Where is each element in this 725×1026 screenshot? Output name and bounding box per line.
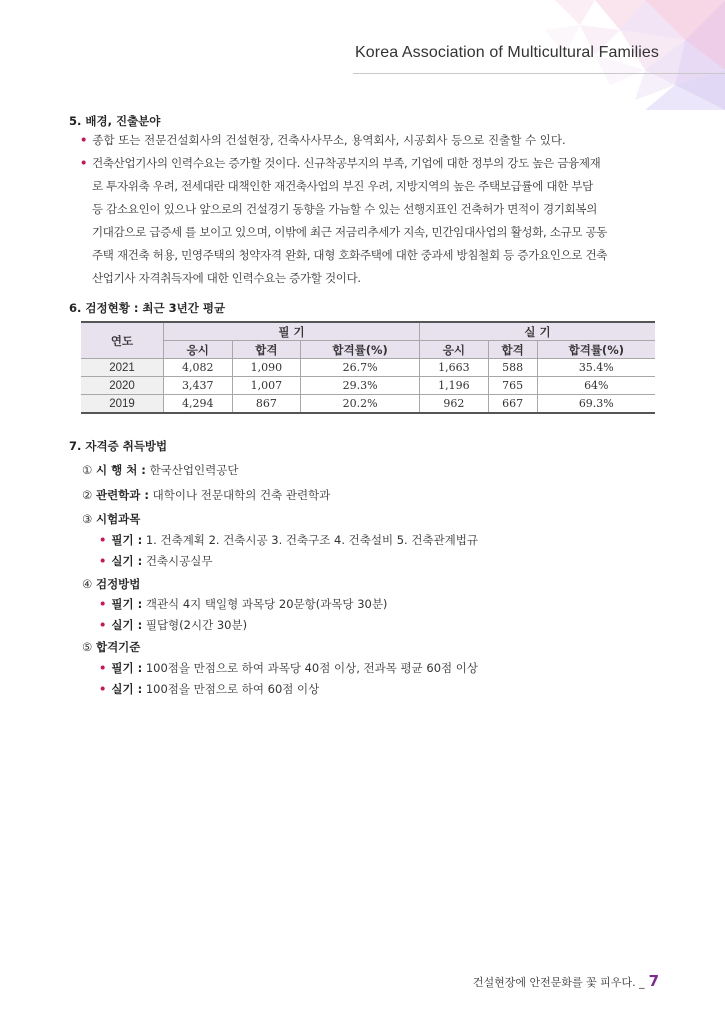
table-cell: 1,007 xyxy=(232,377,301,395)
column-header: 응시 xyxy=(164,341,233,359)
page-footer xyxy=(473,972,659,990)
year-cell: 2019 xyxy=(81,395,164,414)
section-5-heading: 5. 배경, 진출분야 xyxy=(69,114,161,128)
item-implementing-agency: ① 시 행 처 : 한국산업인력공단 xyxy=(82,463,239,477)
bullet-icon: • xyxy=(80,133,88,147)
table-cell: 26.7% xyxy=(301,359,420,377)
exam-method-practical: • 실기 : 필답형(2시간 30분) xyxy=(99,618,248,632)
table-cell: 765 xyxy=(488,377,537,395)
table-cell: 3,437 xyxy=(164,377,233,395)
table-cell: 962 xyxy=(420,395,489,414)
column-header: 합격률(%) xyxy=(537,341,655,359)
pass-criteria-written: • 필기 : 100점을 만점으로 하여 과목당 40점 이상, 전과목 평균 60점 이상 xyxy=(99,661,479,675)
column-header: 합격 xyxy=(488,341,537,359)
table-cell: 1,090 xyxy=(232,359,301,377)
table-cell: 867 xyxy=(232,395,301,414)
bullet-icon: • xyxy=(99,682,107,696)
bullet-icon: • xyxy=(99,554,107,568)
table-cell: 1,196 xyxy=(420,377,489,395)
table-row xyxy=(81,359,655,377)
practical-exam-header: 실 기 xyxy=(420,322,655,341)
table-cell: 4,082 xyxy=(164,359,233,377)
table-cell: 69.3% xyxy=(537,395,655,414)
table-cell: 667 xyxy=(488,395,537,414)
year-cell: 2021 xyxy=(81,359,164,377)
item-exam-subjects: ③ 시험과목 xyxy=(82,512,141,526)
bullet-icon: • xyxy=(99,661,107,675)
header-rule xyxy=(353,73,725,74)
section-7-heading: 7. 자격증 취득방법 xyxy=(69,439,168,453)
table-cell: 4,294 xyxy=(164,395,233,414)
section-5-paragraph-2: • 건축산업기사의 인력수요는 증가할 것이다. 신규착공부지의 부족, 기업에 대한 정부의 강도 높은 금융제재 로 투자위축 우려, 전세대란 대책인한 재건축사업의 부진 우려, 지방지역의 높은 주택보급률에 대한 부담 등 감소요인이 있으나 앞으로의 건설경기 동향을 가늠할 수 있는 선행지표인 건축허가 면적이 경기회복의 기대감으로 급증세 를 보이고 있으며, 이밖에 최근 저금리추세가 지속, 민간임대사업의 활성화, 소규모 공동 주택 재건축 허용, 민영주택의 청약자격 완화, 대형 호화주택에 대한 중과세 방침철회 등 증가요인으로 건축 산업기사 자격취득자에 대한 인력수요는 증가할 것이다. xyxy=(80,156,608,285)
organization-name: Korea Association of Multicultural Families xyxy=(355,44,659,61)
bullet-icon: • xyxy=(80,156,88,170)
item-pass-criteria: ⑤ 합격기준 xyxy=(82,640,141,654)
table-cell: 64% xyxy=(537,377,655,395)
exam-subjects-practical: • 실기 : 건축시공실무 xyxy=(99,554,213,568)
column-header: 합격 xyxy=(232,341,301,359)
column-header: 응시 xyxy=(420,341,489,359)
exam-method-written: • 필기 : 객관식 4지 택일형 과목당 20문항(과목당 30분) xyxy=(99,597,388,611)
table-cell: 35.4% xyxy=(537,359,655,377)
bullet-icon: • xyxy=(99,618,107,632)
table-cell: 588 xyxy=(488,359,537,377)
year-cell: 2020 xyxy=(81,377,164,395)
page-number: 7 xyxy=(648,972,659,990)
section-5-paragraph-1: • 종합 또는 전문건설회사의 건설현장, 건축사사무소, 용역회사, 시공회사 등으로 진출할 수 있다. xyxy=(80,133,566,147)
item-related-majors: ② 관련학과 : 대학이나 전문대학의 건축 관련학과 xyxy=(82,488,331,502)
year-header: 연도 xyxy=(81,322,164,359)
bullet-icon: • xyxy=(99,533,107,547)
item-exam-method: ④ 검정방법 xyxy=(82,577,141,591)
bullet-icon: • xyxy=(99,597,107,611)
exam-statistics-table xyxy=(81,321,655,414)
section-6-heading: 6. 검정현황 : 최근 3년간 평균 xyxy=(69,301,226,315)
table-cell: 1,663 xyxy=(420,359,489,377)
footer-slogan: 건설현장에 안전문화를 꽃 피우다. _ xyxy=(472,976,645,989)
table-cell: 29.3% xyxy=(301,377,420,395)
exam-subjects-written: • 필기 : 1. 건축계획 2. 건축시공 3. 건축구조 4. 건축설비 5. 건축관계법규 xyxy=(99,533,478,547)
table-subheader-row xyxy=(81,341,655,359)
table-row xyxy=(81,395,655,414)
pass-criteria-practical: • 실기 : 100점을 만점으로 하여 60점 이상 xyxy=(99,682,320,696)
table-row xyxy=(81,377,655,395)
written-exam-header: 필 기 xyxy=(164,322,420,341)
column-header: 합격률(%) xyxy=(301,341,420,359)
table-header-row xyxy=(81,322,655,341)
table-cell: 20.2% xyxy=(301,395,420,414)
